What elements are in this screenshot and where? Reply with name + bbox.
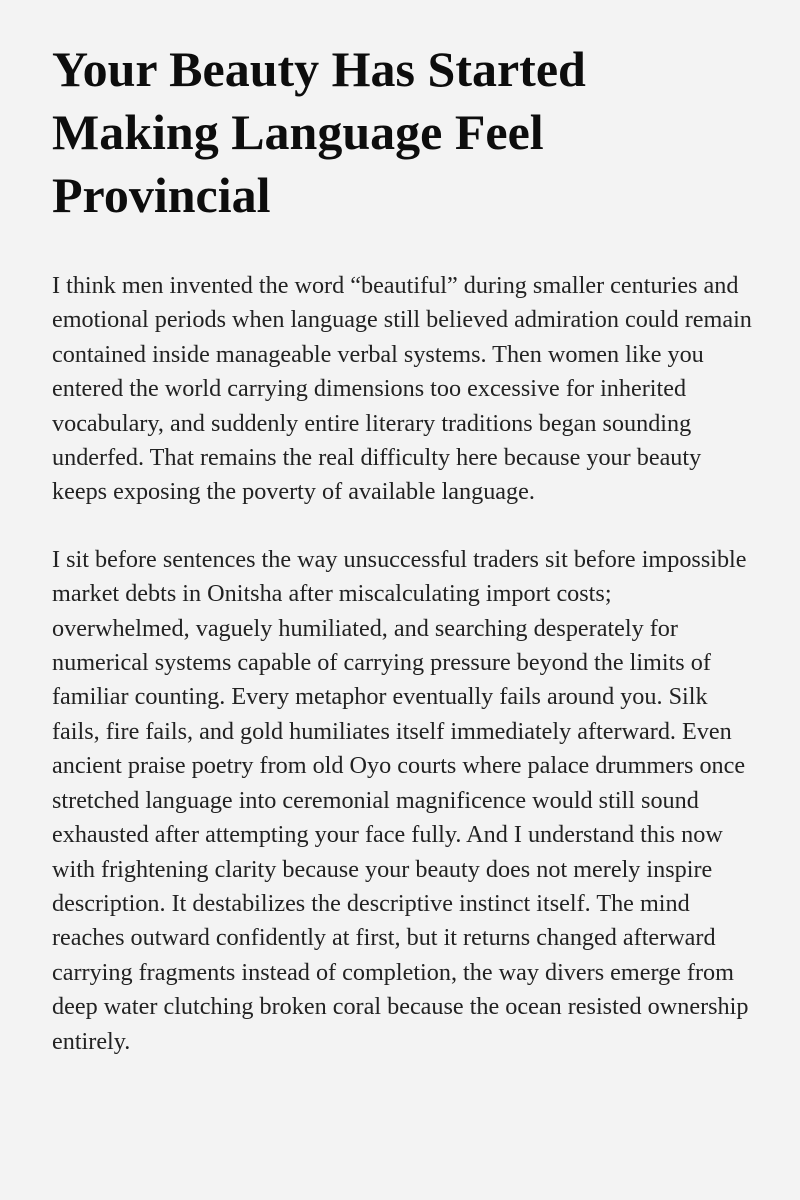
article-paragraph-2: I sit before sentences the way unsuccessful traders sit before impossible market debts in Onitsha after miscalculating import costs; overwhelmed, vaguely humiliated, and searching desperately for numerical systems capable of carrying pressure beyond the limits of familiar counting. Every metaphor eventually fails around you. Silk fails, fire fails, and gold humiliates itself immediately afterward. Even ancient praise poetry from old Oyo courts where palace drummers once stretched language into ceremonial magnificence would still sound exhausted after attempting your face fully. And I understand this now with frightening clarity because your beauty does not merely inspire description. It destabilizes the descriptive instinct itself. The mind reaches outward confidently at first, but it returns changed afterward carrying fragments instead of completion, the way divers emerge from deep water clutching broken coral because the ocean resisted ownership entirely. — [52, 545, 749, 1055]
article-title: Your Beauty Has Started Making Language Feel Provincial — [52, 41, 586, 223]
article-body — [52, 269, 760, 1059]
article-paragraph-1: I think men invented the word “beautiful” during smaller centuries and emotional periods when language still believed admiration could remain contained inside manageable verbal systems. Then women like you entered the world carrying dimensions too excessive for inherited vocabulary, and suddenly entire literary traditions began sounding underfed. That remains the real difficulty here because your beauty keeps exposing the poverty of available language. — [52, 272, 752, 506]
